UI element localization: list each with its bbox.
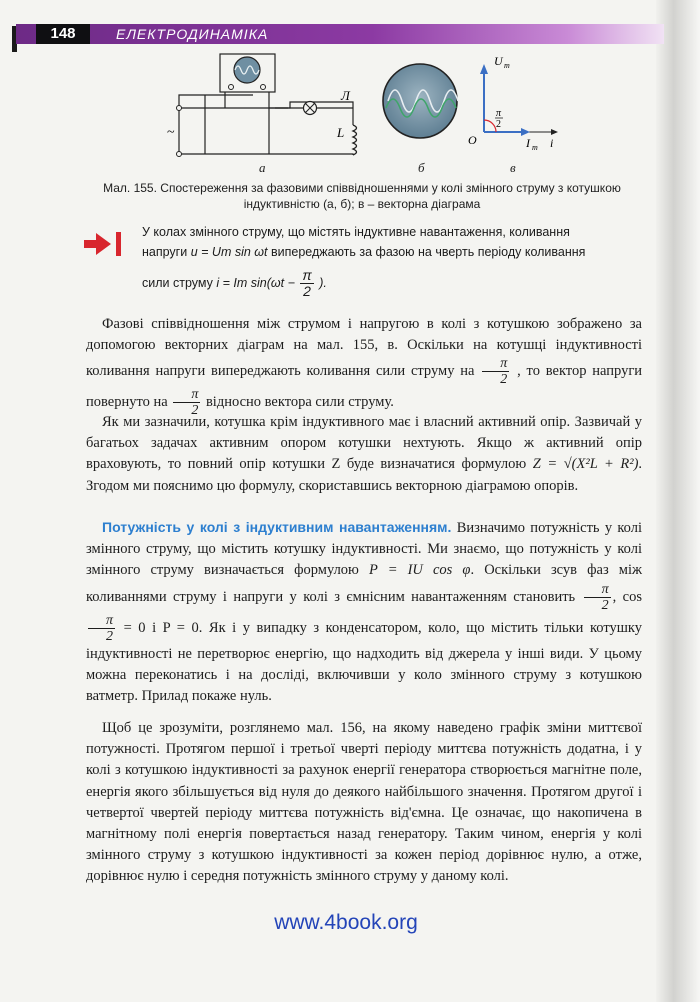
voltage-vector — [480, 64, 488, 74]
paragraph-power: Потужність у колі з індуктивним навантаженням. Визначимо потужність у колі змінного струму, що містить котушку індуктивності. Ми знаємо, що потужність у колі змінного струму визначається формулою P = IU cos φ. Оскільки зсув фаз між коливаннями струму і напруги у колі з ємнісним навантаженням становить $\frac{\pi}{2}$ , cos $\frac{\pi}{2}$ = 0 і P = 0. Як і у випадку з конденсатором, коло, що містить тільки котушку індуктивності не перетворює енергію, що надходить від джерела у інші види. У цьому можна переконатись і на досліді, включивши у коло змінного струму з котушкою ватметр. Прилад покаже нуль. — [86, 519, 643, 705]
i-axis-label: i — [550, 136, 554, 150]
im-label: I — [526, 136, 530, 150]
page-number: 148 — [36, 24, 90, 44]
source-symbol: ~ — [167, 125, 175, 140]
figure-label-a: а — [259, 160, 266, 175]
figure-caption: Мал. 155. Спостереження за фазовими співвідношеннями у колі змінного струму з котушкою індуктивністю (а, б); в – векторна діаграма — [103, 181, 621, 211]
section-heading: Потужність у колі з індуктивним навантаженням. — [102, 519, 452, 535]
fraction: $\frac{\pi}{2}$ — [482, 356, 509, 387]
paragraph-instant-power: Щоб це зрозуміти, розглянемо мал. 156, на якому наведено графік зміни миттєвої потужності. Протягом першої і третьої чверті періоду миттєва потужність додатна, і у колі з котушкою індуктивності за рахунок енергії генератора створюється магнітне поле, енергія якого збільшується від нуля до деякого найбільшого значення. Протягом другої і четвертої чвертей періоду миттєва потужність від'ємна. Це означає, що накопичена в магнітному полі енергія повертається назад генератору. Таким чином, енергія у колі змінного струму з котушкою індуктивності за кожен період дорівнює нулю, а отже, дорівнює нулю і середня потужність змінного струму у даному колі. — [86, 720, 642, 885]
fraction: $\frac{\pi}{2}$ — [302, 267, 312, 299]
terminal-icon — [177, 152, 182, 157]
callout-line: напруги u = Um sin ωt випереджають за фазою на чверть періоду коливання — [142, 245, 586, 259]
page-edge-shadow — [656, 0, 700, 1002]
impedance-formula: Z = √(X²L + R²) — [532, 456, 639, 473]
callout-box — [142, 222, 642, 299]
callout-line: сили струму i = Im sin(ωt − $\frac{\pi}{2}$ ). — [142, 267, 327, 299]
callout-line: У колах змінного струму, що містять індуктивне навантаження, коливання — [142, 225, 570, 239]
current-vector — [521, 128, 530, 136]
fraction: $\frac{\pi}{2}$ — [173, 387, 200, 418]
circuit-diagram — [165, 50, 375, 165]
current-formula: i = Im sin(ωt − — [216, 275, 295, 290]
angle-num: π — [496, 108, 502, 119]
u-label: U — [494, 54, 503, 68]
angle-den: 2 — [496, 119, 501, 130]
pointer-arrow-icon — [84, 232, 112, 256]
im-sub: m — [532, 143, 538, 152]
power-formula: P = IU cos φ — [369, 562, 471, 579]
section-title: ЕЛЕКТРОДИНАМІКА — [116, 26, 269, 42]
callout-bar — [116, 232, 121, 256]
oscillogram — [380, 58, 460, 144]
fraction: $\frac{\pi}{2}$ — [88, 613, 115, 644]
lamp-label: Л — [341, 88, 350, 103]
website-watermark: www.4book.org — [274, 911, 418, 934]
terminal-icon — [177, 106, 182, 111]
paragraph-phase: Фазові співвідношення між струмом і напругою в колі з котушкою зображено за допомогою векторних діаграм на мал. 155, в. Оскільки на котушці індуктивності коливання напруги випереджають коливання сили струму на $\frac{\pi}{2}$ , то вектор напруги повернуто на $\frac{\pi}{2}$ відносно вектора сили струму. — [86, 316, 643, 419]
voltage-formula: u = Um sin ωt — [190, 245, 268, 259]
angle-arc — [484, 120, 496, 132]
figure-label-b: б — [418, 160, 425, 175]
coil-label: L — [337, 125, 345, 140]
paragraph-resistance: Як ми зазначили, котушка крім індуктивного має і власний активний опір. Зазвичай у багатьох задачах активним опором котушки нехтують. Якщо ж активний опір враховують, то повний опір котушки Z буде визначатися формулою Z = √(X²L + R²). Згодом ми пояснимо цю формулу, скориставшись векторною діаграмою опорів. — [86, 414, 643, 494]
figure-label-c: в — [510, 160, 516, 175]
origin-label: O — [468, 133, 477, 147]
fraction: $\frac{\pi}{2}$ — [584, 582, 611, 613]
header-band — [16, 24, 664, 44]
vector-diagram — [466, 52, 562, 156]
u-sub: m — [504, 61, 510, 70]
coil-icon — [353, 125, 357, 155]
